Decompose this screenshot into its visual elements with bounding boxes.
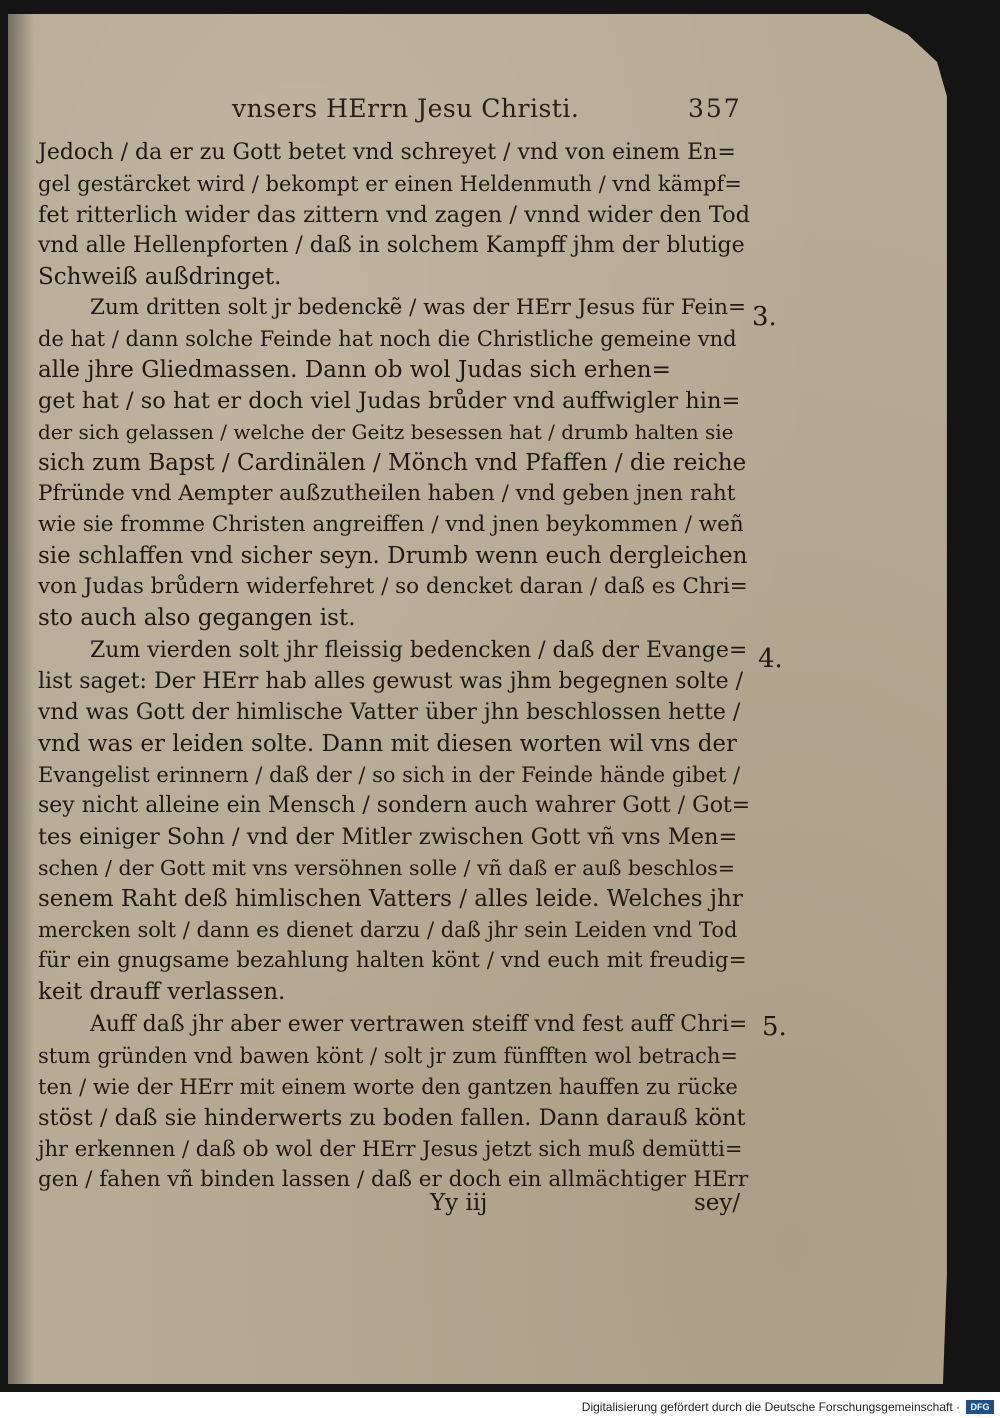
text-line: Evangelist erinnern / daß der / so sich in der Feinde hände gibet / — [38, 763, 741, 787]
signature-mark: Yy iij — [430, 1190, 488, 1216]
text-line: gel gestärcket wird / bekompt er einen Heldenmuth / vnd kämpf= — [38, 172, 742, 196]
running-head — [0, 92, 1000, 136]
text-line: wie sie fromme Christen angreiffen / vnd jnen beykommen / weñ — [38, 512, 744, 537]
credit-text: Digitalisierung gefördert durch die Deutsche Forschungsgemeinschaft · — [581, 1400, 960, 1414]
text-line: jhr erkennen / daß ob wol der HErr Jesus jetzt sich muß demütti= — [38, 1137, 743, 1161]
margin-number: 3. — [752, 302, 777, 332]
text-line: get hat / so hat er doch viel Judas brůder vnd auffwigler hin= — [38, 388, 741, 414]
text-line: Auff daß jhr aber ewer vertrawen steiff vnd fest auff Chri= — [90, 1012, 748, 1037]
text-line: stöst / daß sie hinderwerts zu boden fallen. Dann darauß könt — [38, 1105, 746, 1131]
margin-number: 4. — [758, 644, 783, 674]
text-line: list saget: Der HErr hab alles gewust was jhm begegnen solte / — [38, 669, 744, 694]
text-line: sto auch also gegangen ist. — [38, 605, 356, 631]
text-line: vnd was er leiden solte. Dann mit diesen worten wil vns der — [38, 731, 738, 757]
text-line: von Judas brůdern widerfehret / so dencket daran / daß es Chri= — [38, 574, 748, 599]
running-title: vnsers HErrn Jesu Christi. — [232, 94, 580, 123]
text-line: de hat / dann solche Feinde hat noch die Christliche gemeine vnd — [38, 327, 737, 351]
text-line: stum gründen vnd bawen könt / solt jr zum fünfften wol betrach= — [38, 1044, 738, 1068]
text-line: Zum vierden solt jhr fleissig bedencken / daß der Evange= — [90, 638, 748, 663]
text-line: Pfründe vnd Aempter außzutheilen haben / vnd geben jnen raht — [38, 481, 736, 506]
catchword: sey/ — [694, 1190, 741, 1216]
page-number: 357 — [688, 94, 742, 123]
text-line: sey nicht alleine ein Mensch / sondern auch wahrer Gott / Got= — [38, 793, 751, 818]
margin-number: 5. — [762, 1012, 787, 1042]
text-line: ten / wie der HErr mit einem worte den gantzen hauffen zu rücke — [38, 1075, 738, 1099]
text-line: Zum dritten solt jr bedenckẽ / was der HErr Jesus für Fein= — [90, 295, 746, 320]
text-line: Jedoch / da er zu Gott betet vnd schreyet / vnd von einem En= — [38, 140, 736, 165]
text-line: Schweiß außdringet. — [38, 264, 282, 290]
text-line: mercken solt / dann es dienet darzu / daß jhr sein Leiden vnd Tod — [38, 918, 738, 942]
text-line: vnd alle Hellenpforten / daß in solchem Kampff jhm der blutige — [38, 233, 745, 258]
text-line: sie schlaffen vnd sicher seyn. Drumb wenn euch dergleichen — [38, 543, 748, 569]
text-line: der sich gelassen / welche der Geitz besessen hat / drumb halten sie — [38, 420, 734, 444]
page-footer — [0, 1190, 1000, 1222]
text-line: für ein gnugsame bezahlung halten könt / vnd euch mit freudig= — [38, 948, 747, 973]
text-line: senem Raht deß himlischen Vatters / alles leide. Welches jhr — [38, 886, 743, 912]
text-line: vnd was Gott der himlische Vatter über jhn beschlossen hette / — [38, 700, 741, 725]
text-line: keit drauff verlassen. — [38, 979, 286, 1005]
text-line: alle jhre Gliedmassen. Dann ob wol Judas sich erhen= — [38, 357, 671, 383]
digitization-credit — [582, 1400, 994, 1414]
text-line: tes einiger Sohn / vnd der Mitler zwischen Gott vñ vns Men= — [38, 824, 738, 850]
dfg-logo-icon: DFG — [966, 1400, 994, 1414]
text-line: fet ritterlich wider das zittern vnd zagen / vnnd wider den Tod — [38, 202, 751, 228]
text-line: gen / fahen vñ binden lassen / daß er doch ein allmächtiger HErr — [38, 1167, 749, 1192]
text-line: schen / der Gott mit vns versöhnen solle / vñ daß er auß beschlos= — [38, 856, 735, 880]
text-line: sich zum Bapst / Cardinälen / Mönch vnd Pfaffen / die reiche — [38, 450, 747, 476]
